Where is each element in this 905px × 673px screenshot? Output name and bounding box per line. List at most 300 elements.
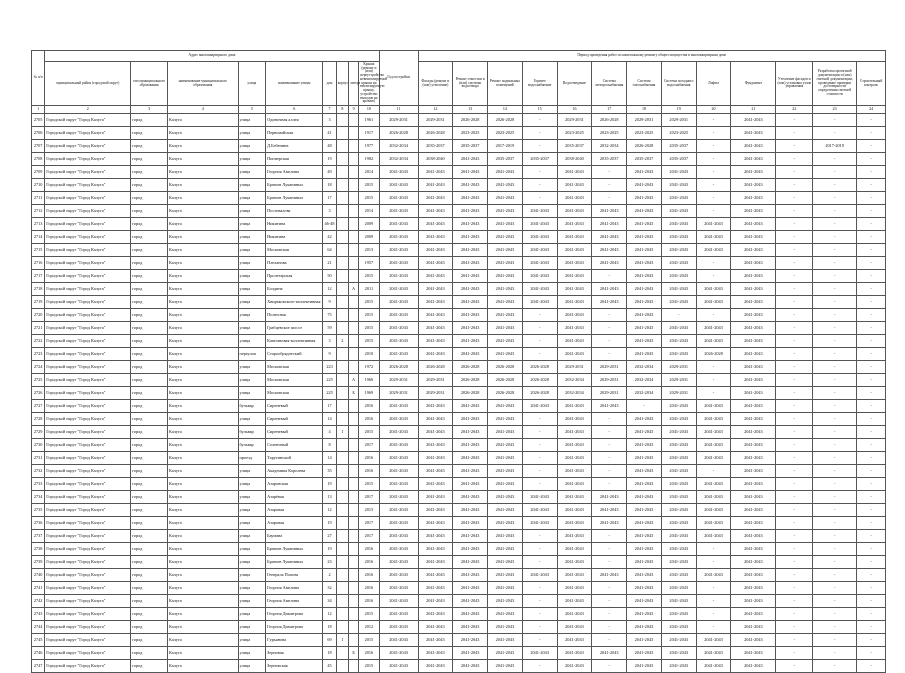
- table-cell: город: [131, 114, 168, 127]
- table-cell: 2041-2043: [731, 114, 776, 127]
- table-cell: Калуга: [167, 465, 238, 478]
- table-cell: -: [776, 257, 813, 270]
- table-cell: 2041-2043: [627, 244, 662, 257]
- table-cell: 2041-2043: [557, 244, 592, 257]
- table-cell: город: [131, 244, 168, 257]
- table-cell: [336, 465, 348, 478]
- table-cell: 225: [323, 387, 336, 400]
- table-cell: -: [813, 647, 857, 660]
- table-cell: -: [776, 569, 813, 582]
- table-cell: Калуга: [167, 517, 238, 530]
- table-cell: 2016: [359, 465, 379, 478]
- table-cell: 2041-2043: [488, 543, 523, 556]
- table-cell: -: [813, 205, 857, 218]
- table-cell: [348, 179, 358, 192]
- table-cell: -: [776, 127, 813, 140]
- table-cell: 2041-2043: [731, 166, 776, 179]
- table-cell: 19: [323, 478, 336, 491]
- table-cell: -: [776, 296, 813, 309]
- table-cell: 2016: [359, 569, 379, 582]
- table-cell: 2041-2043: [557, 582, 592, 595]
- table-cell: Калуга: [167, 283, 238, 296]
- table-cell: 2041-2043: [379, 452, 418, 465]
- table-cell: -: [857, 556, 886, 569]
- col-header: Фасады (ремонт и (или) утепление): [418, 62, 453, 106]
- table-cell: 2041-2043: [627, 504, 662, 517]
- table-cell: 1972: [359, 361, 379, 374]
- table-cell: 2041-2043: [557, 439, 592, 452]
- table-cell: [348, 309, 358, 322]
- table-cell: 2041-2043: [453, 556, 488, 569]
- table-row: [32, 114, 886, 127]
- table-cell: 2041-2043: [731, 335, 776, 348]
- table-cell: -: [522, 465, 557, 478]
- table-cell: Никитина: [266, 218, 323, 231]
- table-cell: 2041-2043: [418, 257, 453, 270]
- table-row: [32, 322, 886, 335]
- table-cell: 2041-2043: [379, 166, 418, 179]
- table-cell: 2014: [359, 205, 379, 218]
- table-cell: 2013: [359, 504, 379, 517]
- table-cell: -: [857, 452, 886, 465]
- table-cell: 2041-2043: [453, 608, 488, 621]
- table-cell: Городской округ "Город Калуга": [45, 179, 131, 192]
- table-cell: 19: [323, 153, 336, 166]
- table-cell: 2017: [359, 517, 379, 530]
- table-cell: 2724: [32, 361, 45, 374]
- table-cell: 2041-2043: [592, 205, 627, 218]
- table-cell: Городской округ "Город Калуга": [45, 582, 131, 595]
- table-cell: 2041-2043: [488, 647, 523, 660]
- table-cell: [336, 647, 348, 660]
- table-cell: 12: [323, 504, 336, 517]
- table-cell: -: [592, 556, 627, 569]
- table-cell: [348, 517, 358, 530]
- table-row: [32, 543, 886, 556]
- table-cell: 32: [323, 582, 336, 595]
- table-cell: Баумана: [266, 530, 323, 543]
- table-cell: Городской округ "Город Калуга": [45, 530, 131, 543]
- table-cell: 2041-2043: [731, 400, 776, 413]
- table-cell: улица: [238, 569, 266, 582]
- table-cell: [336, 608, 348, 621]
- table-cell: Калуга: [167, 582, 238, 595]
- table-cell: 2041-2043: [696, 322, 731, 335]
- table-cell: улица: [238, 621, 266, 634]
- table-cell: 2041-2043: [453, 530, 488, 543]
- table-cell: 2742: [32, 595, 45, 608]
- table-cell: 2041-2043: [453, 192, 488, 205]
- column-number-cell: 3: [131, 106, 168, 114]
- col-header: корпус: [336, 62, 348, 106]
- table-cell: 2017: [359, 530, 379, 543]
- table-cell: 2041-2043: [731, 270, 776, 283]
- table-cell: [336, 361, 348, 374]
- table-cell: 2041-2043: [453, 517, 488, 530]
- table-cell: 2041-2043: [557, 543, 592, 556]
- table-cell: -: [776, 166, 813, 179]
- table-cell: [336, 556, 348, 569]
- table-cell: 2015: [359, 309, 379, 322]
- column-number-cell: 17: [592, 106, 627, 114]
- table-cell: Калуга: [167, 309, 238, 322]
- table-cell: 41: [323, 127, 336, 140]
- table-cell: Калуга: [167, 205, 238, 218]
- table-cell: 2: [336, 335, 348, 348]
- table-cell: Калуга: [167, 426, 238, 439]
- table-cell: 2041-2043: [418, 452, 453, 465]
- table-cell: [348, 634, 358, 647]
- table-row: [32, 400, 886, 413]
- table-cell: Сиреневый: [266, 426, 323, 439]
- table-row: [32, 244, 886, 257]
- table-cell: Городской округ "Город Калуга": [45, 556, 131, 569]
- table-cell: 2041-2043: [696, 452, 731, 465]
- table-cell: 2041-2043: [379, 400, 418, 413]
- table-cell: 1: [336, 426, 348, 439]
- table-row: [32, 426, 886, 439]
- table-cell: 2038-2040: [418, 153, 453, 166]
- table-cell: 2041-2043: [379, 179, 418, 192]
- table-cell: 2041-2043: [731, 413, 776, 426]
- table-cell: -: [592, 270, 627, 283]
- table-cell: 64: [323, 244, 336, 257]
- table-cell: 2041-2043: [592, 218, 627, 231]
- table-cell: Калуга: [167, 231, 238, 244]
- table-cell: [348, 335, 358, 348]
- table-cell: 2023-2025: [557, 127, 592, 140]
- table-cell: 2041-2043: [379, 257, 418, 270]
- table-cell: город: [131, 452, 168, 465]
- table-cell: 2041-2043: [731, 309, 776, 322]
- table-cell: -: [813, 543, 857, 556]
- table-cell: 2041-2043: [661, 413, 696, 426]
- table-cell: улица: [238, 478, 266, 491]
- table-cell: -: [857, 348, 886, 361]
- table-cell: 2041-2043: [453, 465, 488, 478]
- col-header: Система газоснабжения: [627, 62, 662, 106]
- table-cell: Каштановая-коллективная: [266, 335, 323, 348]
- table-cell: 2041-2043: [661, 257, 696, 270]
- table-cell: город: [131, 218, 168, 231]
- table-cell: 2041-2043: [661, 491, 696, 504]
- table-cell: -: [522, 166, 557, 179]
- table-cell: -: [813, 192, 857, 205]
- table-cell: улица: [238, 231, 266, 244]
- table-cell: 2041-2043: [696, 634, 731, 647]
- table-cell: 2041-2043: [627, 283, 662, 296]
- table-cell: 2041-2043: [696, 426, 731, 439]
- table-cell: 2041-2043: [731, 621, 776, 634]
- table-cell: 2013: [359, 244, 379, 257]
- table-cell: Георгия Димитрова: [266, 608, 323, 621]
- table-cell: -: [857, 439, 886, 452]
- table-cell: 2713: [32, 218, 45, 231]
- table-cell: Городской округ "Город Калуга": [45, 400, 131, 413]
- table-cell: -: [857, 387, 886, 400]
- table-cell: -: [592, 452, 627, 465]
- table-cell: 2041-2043: [379, 621, 418, 634]
- table-cell: [336, 543, 348, 556]
- table-cell: город: [131, 621, 168, 634]
- table-cell: 2041-2043: [557, 166, 592, 179]
- table-cell: [336, 309, 348, 322]
- table-cell: 2041-2043: [557, 621, 592, 634]
- table-cell: город: [131, 270, 168, 283]
- table-cell: город: [131, 322, 168, 335]
- table-cell: Городской округ "Город Калуга": [45, 140, 131, 153]
- table-cell: -: [696, 192, 731, 205]
- table-cell: 2041-2043: [661, 556, 696, 569]
- table-cell: -: [776, 322, 813, 335]
- table-cell: 2041-2043: [379, 660, 418, 673]
- table-cell: 2041-2043: [731, 556, 776, 569]
- table-cell: 2041-2043: [557, 192, 592, 205]
- table-cell: [336, 218, 348, 231]
- table-cell: Калуга: [167, 660, 238, 673]
- table-cell: -: [696, 621, 731, 634]
- table-cell: -: [813, 387, 857, 400]
- table-cell: 2041-2043: [661, 322, 696, 335]
- table-cell: 2041-2043: [522, 257, 557, 270]
- table-cell: 27: [323, 530, 336, 543]
- table-cell: -: [522, 127, 557, 140]
- table-cell: 2732: [32, 465, 45, 478]
- table-cell: [336, 322, 348, 335]
- table-cell: 2041-2043: [557, 400, 592, 413]
- table-row: [32, 647, 886, 660]
- table-cell: 45: [323, 660, 336, 673]
- table-cell: 9: [323, 348, 336, 361]
- table-cell: [336, 530, 348, 543]
- table-cell: 2041-2043: [418, 192, 453, 205]
- table-cell: Московская: [266, 244, 323, 257]
- table-cell: 2041-2043: [557, 608, 592, 621]
- table-cell: Городской округ "Город Калуга": [45, 426, 131, 439]
- table-cell: 2041-2043: [627, 556, 662, 569]
- table-cell: 2016: [359, 413, 379, 426]
- table-cell: улица: [238, 322, 266, 335]
- table-cell: -: [592, 543, 627, 556]
- table-cell: 2720: [32, 309, 45, 322]
- table-cell: 2041-2043: [696, 335, 731, 348]
- table-cell: 2041-2043: [661, 504, 696, 517]
- table-cell: 2041-2043: [453, 621, 488, 634]
- table-cell: -: [522, 140, 557, 153]
- col-header: Ремонт отмостки и (или) системы водоотвода: [453, 62, 488, 106]
- table-cell: 2041-2043: [522, 504, 557, 517]
- table-cell: Калуга: [167, 387, 238, 400]
- table-cell: улица: [238, 556, 266, 569]
- table-cell: 2041-2043: [557, 478, 592, 491]
- table-cell: [348, 114, 358, 127]
- col-header: наименование улицы: [266, 62, 323, 106]
- table-cell: -: [857, 218, 886, 231]
- table-cell: 2026-2028: [627, 140, 662, 153]
- table-cell: -: [696, 608, 731, 621]
- table-cell: 2041-2043: [661, 517, 696, 530]
- table-cell: -: [813, 374, 857, 387]
- table-cell: город: [131, 504, 168, 517]
- table-cell: -: [696, 179, 731, 192]
- table-cell: Городской округ "Город Калуга": [45, 660, 131, 673]
- table-row: [32, 608, 886, 621]
- table-cell: 3: [323, 335, 336, 348]
- table-cell: 2041-2043: [661, 608, 696, 621]
- table-cell: -: [857, 634, 886, 647]
- table-row: [32, 556, 886, 569]
- table-cell: 2041-2043: [418, 413, 453, 426]
- table-cell: улица: [238, 244, 266, 257]
- table-cell: Калуга: [167, 621, 238, 634]
- table-cell: 2041-2043: [731, 439, 776, 452]
- table-cell: Городской округ "Город Калуга": [45, 413, 131, 426]
- table-cell: 2041-2043: [557, 270, 592, 283]
- table-cell: город: [131, 543, 168, 556]
- table-cell: Калуга: [167, 361, 238, 374]
- table-cell: 2041-2043: [731, 257, 776, 270]
- table-cell: 2041-2043: [627, 179, 662, 192]
- table-cell: 2041-2043: [379, 478, 418, 491]
- table-cell: 2041-2043: [453, 595, 488, 608]
- table-cell: 2041-2043: [418, 400, 453, 413]
- table-cell: 2710: [32, 179, 45, 192]
- table-cell: 2026-2028: [453, 114, 488, 127]
- table-cell: 2041-2043: [696, 504, 731, 517]
- table-cell: -: [776, 608, 813, 621]
- table-cell: -: [857, 244, 886, 257]
- table-cell: Азаровая: [266, 504, 323, 517]
- table-cell: 2041-2043: [418, 231, 453, 244]
- table-cell: улица: [238, 530, 266, 543]
- table-cell: 2041-2043: [488, 335, 523, 348]
- table-cell: 2041-2043: [488, 244, 523, 257]
- table-cell: -: [776, 595, 813, 608]
- col-header: № п/п: [32, 51, 45, 106]
- table-cell: 2016: [359, 543, 379, 556]
- table-cell: -: [776, 192, 813, 205]
- table-cell: 2041-2043: [731, 192, 776, 205]
- table-row: [32, 166, 886, 179]
- table-cell: Калуга: [167, 257, 238, 270]
- table-cell: -: [776, 374, 813, 387]
- table-cell: 2041-2043: [488, 348, 523, 361]
- table-cell: улица: [238, 608, 266, 621]
- table-cell: -: [592, 166, 627, 179]
- table-cell: 2041-2043: [557, 569, 592, 582]
- table-cell: [348, 478, 358, 491]
- table-cell: 2041-2043: [557, 647, 592, 660]
- table-cell: Тарутинский: [266, 452, 323, 465]
- table-cell: 2041-2043: [731, 452, 776, 465]
- table-cell: город: [131, 387, 168, 400]
- table-cell: 2715: [32, 244, 45, 257]
- table-cell: Сиреневый: [266, 400, 323, 413]
- column-number-cell: 24: [857, 106, 886, 114]
- table-cell: 2041-2043: [661, 296, 696, 309]
- table-cell: 2041-2043: [661, 270, 696, 283]
- table-cell: 2041-2043: [418, 322, 453, 335]
- table-cell: 2041-2043: [557, 218, 592, 231]
- table-cell: 2041-2043: [522, 283, 557, 296]
- table-cell: -: [813, 517, 857, 530]
- table-cell: 2041-2043: [661, 582, 696, 595]
- table-cell: 2035-2037: [661, 153, 696, 166]
- table-cell: 2041-2043: [592, 569, 627, 582]
- table-cell: 2015: [359, 192, 379, 205]
- table-cell: 2743: [32, 608, 45, 621]
- table-cell: 2032-2034: [557, 374, 592, 387]
- table-cell: 2041-2043: [627, 582, 662, 595]
- table-cell: -: [592, 478, 627, 491]
- table-row: [32, 413, 886, 426]
- table-cell: [336, 296, 348, 309]
- table-cell: -: [776, 140, 813, 153]
- table-cell: Городской округ "Город Калуга": [45, 569, 131, 582]
- table-cell: 2707: [32, 140, 45, 153]
- table-cell: бульвар: [238, 426, 266, 439]
- table-cell: 2041-2043: [592, 296, 627, 309]
- table-cell: Азаровая: [266, 517, 323, 530]
- table-cell: 2041-2043: [661, 595, 696, 608]
- table-cell: 2026-2028: [453, 374, 488, 387]
- table-cell: 2041-2043: [731, 179, 776, 192]
- table-cell: -: [522, 621, 557, 634]
- table-cell: город: [131, 426, 168, 439]
- table-cell: 2744: [32, 621, 45, 634]
- table-cell: 2041-2043: [453, 244, 488, 257]
- table-cell: 2041-2043: [379, 569, 418, 582]
- table-cell: Калуга: [167, 413, 238, 426]
- table-cell: 2041-2043: [379, 556, 418, 569]
- table-cell: -: [522, 595, 557, 608]
- table-cell: 2041-2043: [379, 322, 418, 335]
- table-cell: -: [813, 153, 857, 166]
- table-row: [32, 387, 886, 400]
- table-cell: -: [592, 465, 627, 478]
- table-cell: 2026-2028: [696, 348, 731, 361]
- table-cell: -: [776, 582, 813, 595]
- table-cell: -: [857, 400, 886, 413]
- table-cell: 2735: [32, 504, 45, 517]
- table-cell: 2041-2043: [488, 556, 523, 569]
- table-cell: 2029-2031: [379, 387, 418, 400]
- table-cell: 2035-2037: [661, 140, 696, 153]
- table-row: [32, 595, 886, 608]
- table-cell: -: [813, 556, 857, 569]
- table-cell: Калуга: [167, 608, 238, 621]
- table-cell: -: [776, 543, 813, 556]
- table-cell: 2041-2043: [522, 296, 557, 309]
- table-cell: город: [131, 153, 168, 166]
- table-header: [32, 51, 886, 114]
- table-cell: -: [522, 478, 557, 491]
- table-cell: город: [131, 374, 168, 387]
- table-cell: 2736: [32, 517, 45, 530]
- table-cell: [336, 621, 348, 634]
- table-cell: -: [776, 205, 813, 218]
- table-cell: 2041-2043: [661, 530, 696, 543]
- table-cell: 2041-2043: [488, 218, 523, 231]
- table-cell: 3: [323, 114, 336, 127]
- table-cell: -: [813, 218, 857, 231]
- table-cell: Братьев Луканиных: [266, 556, 323, 569]
- table-cell: 2041-2043: [696, 283, 731, 296]
- table-cell: 2041-2043: [418, 478, 453, 491]
- table-cell: 2016: [359, 647, 379, 660]
- table-cell: 2041-2043: [731, 608, 776, 621]
- table-cell: Городской округ "Город Калуга": [45, 192, 131, 205]
